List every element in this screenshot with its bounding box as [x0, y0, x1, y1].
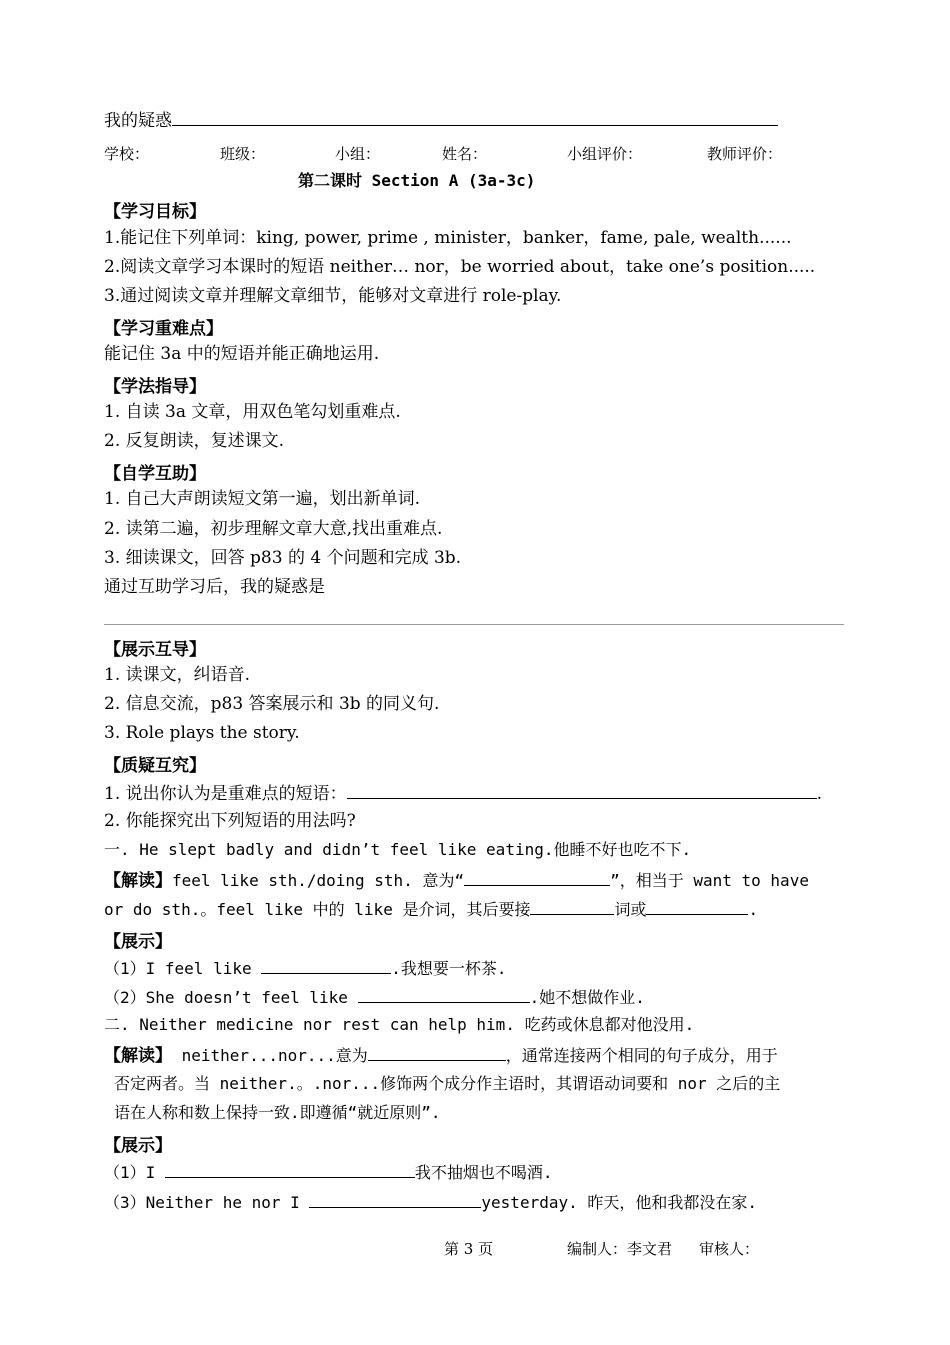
part1-ex2-blank[interactable]	[358, 985, 530, 1003]
class-label: 班级：	[220, 145, 266, 163]
method-heading: 【学法指导】	[104, 377, 206, 397]
part1-explain-line2	[104, 897, 758, 921]
group-eval-label: 小组评价：	[567, 145, 643, 163]
lesson-title: 第二课时 Section A (3a-3c)	[298, 171, 536, 190]
footer-page-number: 第 3 页	[444, 1240, 494, 1258]
key-points-text: 能记住 3a 中的短语并能正确地运用.	[104, 344, 380, 364]
group-label: 小组：	[335, 145, 381, 163]
part1-example-1	[104, 956, 507, 980]
method-item: 1. 自读 3a 文章，用双色笔勾划重难点.	[104, 402, 401, 422]
doubt-blank[interactable]	[172, 108, 778, 126]
part2-explain-label: 【解读】	[104, 1046, 172, 1066]
method-item: 2. 反复朗读，复述课文.	[104, 431, 285, 451]
footer-editor: 编制人：李文君	[567, 1240, 673, 1258]
inquiry-q1-text: 1. 说出你认为是重难点的短语：	[104, 784, 347, 804]
self-study-heading: 【自学互助】	[104, 464, 206, 484]
part1-show-heading: 【展示】	[104, 932, 172, 952]
part1-explain-e: .	[748, 900, 759, 919]
inquiry-q1-blank[interactable]	[347, 781, 817, 799]
footer-reviewer: 审核人：	[699, 1240, 760, 1258]
part1-explain-d: 词或	[614, 900, 647, 919]
objectives-heading: 【学习目标】	[104, 202, 206, 222]
part1-word-blank-1[interactable]	[530, 897, 614, 915]
part2-explain-line2: 否定两者。当 neither.。.nor...修饰两个成分作主语时，其谓语动词要和 nor 之后的主	[114, 1074, 781, 1093]
part2-explain-b: ，通常连接两个相同的句子成分，用于	[505, 1046, 778, 1065]
part1-sentence: 一. He slept badly and didn’t feel like eating.他睡不好也吃不下.	[104, 840, 692, 859]
part2-example-1	[104, 1160, 553, 1184]
part2-sentence: 二. Neither medicine nor rest can help him. 吃药或休息都对他没用.	[104, 1015, 695, 1034]
part1-ex1-blank[interactable]	[261, 956, 391, 974]
inquiry-q2: 2. 你能探究出下列短语的用法吗?	[104, 811, 356, 831]
part2-ex3-a: （3）Neither he nor I	[104, 1193, 310, 1212]
teacher-eval-label: 教师评价：	[707, 145, 783, 163]
inquiry-q1-end: .	[816, 784, 823, 804]
school-label: 学校：	[104, 145, 150, 163]
self-study-item: 2. 读第二遍，初步理解文章大意,找出重难点.	[104, 519, 443, 539]
key-points-heading: 【学习重难点】	[104, 319, 223, 339]
part2-explain-line3: 语在人称和数上保持一致.即遵循“就近原则”.	[114, 1103, 441, 1122]
part1-explain-line1	[104, 868, 809, 892]
name-label: 姓名：	[442, 145, 488, 163]
display-item: 1. 读课文，纠语音.	[104, 665, 251, 685]
divider-line	[104, 624, 844, 625]
part1-explain-b: ”，相当于 want to have	[610, 871, 809, 890]
objective-item: 1.能记住下列单词：king, power, prime , minister，banker，fame, pale, wealth......	[104, 228, 792, 248]
objective-item: 2.阅读文章学习本课时的短语 neither… nor，be worried about，take one’s position.....	[104, 257, 816, 277]
part2-ex1-b: 我不抽烟也不喝酒.	[414, 1163, 553, 1182]
part1-example-2	[104, 985, 645, 1009]
self-study-item: 1. 自己大声朗读短文第一遍，划出新单词.	[104, 489, 421, 509]
part2-meaning-blank[interactable]	[368, 1043, 506, 1061]
part1-word-blank-2[interactable]	[646, 897, 748, 915]
inquiry-heading: 【质疑互究】	[104, 756, 206, 776]
part2-show-heading: 【展示】	[104, 1136, 172, 1156]
part2-ex1-blank[interactable]	[165, 1160, 415, 1178]
self-study-doubt: 通过互助学习后，我的疑惑是	[104, 577, 325, 597]
part1-explain-label: 【解读】	[104, 871, 172, 891]
part2-ex3-blank[interactable]	[309, 1190, 481, 1208]
part2-example-3	[104, 1190, 757, 1214]
part1-ex1-a: （1）I feel like	[104, 959, 262, 978]
display-item: 2. 信息交流，p83 答案展示和 3b 的同义句.	[104, 694, 440, 714]
part1-ex1-b: .我想要一杯茶.	[391, 959, 507, 978]
display-item: 3. Role plays the story.	[104, 723, 300, 743]
inquiry-q1	[104, 781, 822, 805]
doubt-label: 我的疑惑	[104, 111, 172, 131]
display-heading: 【展示互导】	[104, 640, 206, 660]
part2-ex3-b: yesterday. 昨天，他和我都没在家.	[481, 1193, 758, 1212]
part1-ex2-a: （2）She doesn’t feel like	[104, 988, 358, 1007]
objective-item: 3.通过阅读文章并理解文章细节，能够对文章进行 role-play.	[104, 286, 562, 306]
part2-ex1-a: （1）I	[104, 1163, 165, 1182]
part2-explain-line1	[104, 1043, 778, 1067]
part1-explain-a: feel like sth./doing sth. 意为“	[172, 871, 465, 890]
doubt-line	[104, 108, 778, 132]
part1-meaning-blank[interactable]	[464, 868, 610, 886]
part1-ex2-b: .她不想做作业.	[529, 988, 645, 1007]
part2-explain-a: neither...nor...意为	[172, 1046, 368, 1065]
part1-explain-c: or do sth.。feel like 中的 like 是介词，其后要接	[104, 900, 531, 919]
self-study-item: 3. 细读课文，回答 p83 的 4 个问题和完成 3b.	[104, 548, 462, 568]
